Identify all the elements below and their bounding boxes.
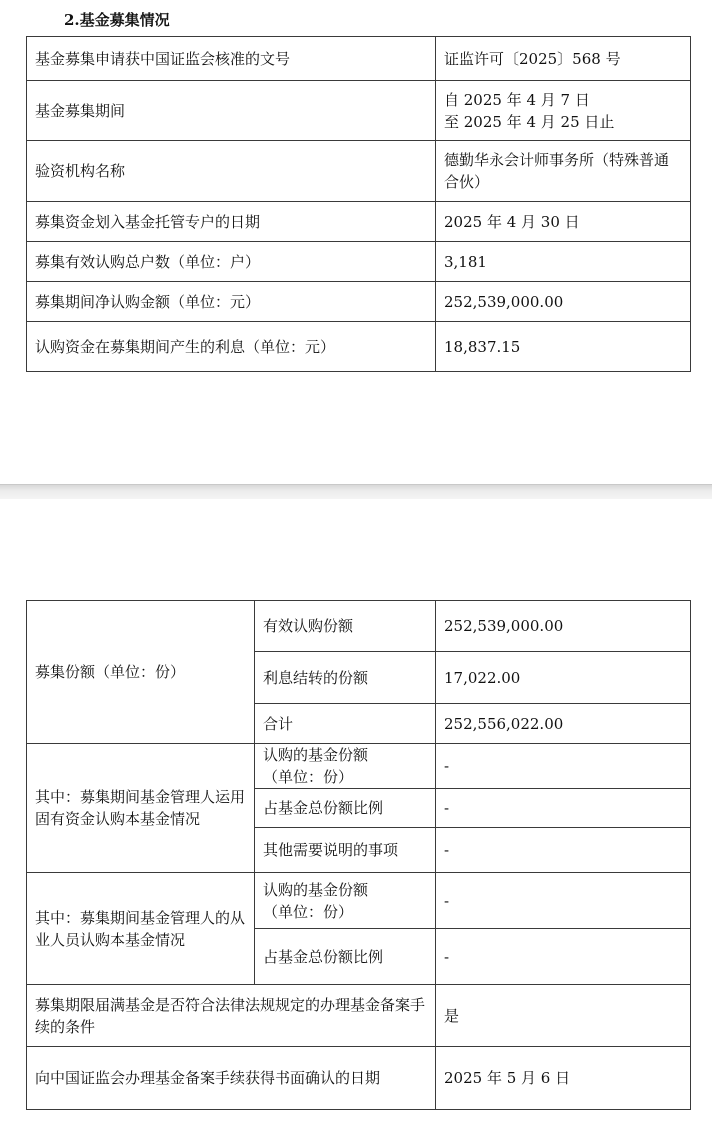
row-label: 募集资金划入基金托管专户的日期 <box>27 202 436 242</box>
row-value: 3,181 <box>436 242 691 282</box>
row-label: 有效认购份额 <box>255 601 436 652</box>
table-row <box>27 141 691 202</box>
row-label: 占基金总份额比例 <box>255 929 436 985</box>
table-row <box>27 873 691 929</box>
table-row <box>27 81 691 141</box>
row-label <box>255 873 436 929</box>
row-value: 2025 年 4 月 30 日 <box>436 202 691 242</box>
table-row <box>27 37 691 81</box>
fund-raising-table <box>26 36 691 372</box>
row-label: 验资机构名称 <box>27 141 436 202</box>
row-label: 向中国证监会办理基金备案手续获得书面确认的日期 <box>27 1047 436 1110</box>
row-label: 合计 <box>255 704 436 744</box>
row-label: 募集期限届满基金是否符合法律法规规定的办理基金备案手续的条件 <box>27 985 436 1047</box>
row-value: 德勤华永会计师事务所（特殊普通合伙） <box>436 141 691 202</box>
table-row <box>27 1047 691 1110</box>
row-label: 募集期间净认购金额（单位：元） <box>27 282 436 322</box>
group-label: 其中：募集期间基金管理人运用固有资金认购本基金情况 <box>27 744 255 873</box>
row-value: 证监许可〔2025〕568 号 <box>436 37 691 81</box>
row-value: - <box>436 744 691 789</box>
row-label <box>255 744 436 789</box>
row-value: 2025 年 5 月 6 日 <box>436 1047 691 1110</box>
row-value <box>436 81 691 141</box>
page-separator <box>0 484 712 499</box>
row-value: - <box>436 929 691 985</box>
table-row <box>27 322 691 372</box>
row-value: 18,837.15 <box>436 322 691 372</box>
value-line: 至 2025 年 4 月 25 日止 <box>444 112 615 131</box>
row-value: 是 <box>436 985 691 1047</box>
value-line: 自 2025 年 4 月 7 日 <box>444 90 590 109</box>
table-row <box>27 202 691 242</box>
row-value: 17,022.00 <box>436 652 691 704</box>
table-row <box>27 242 691 282</box>
section-title: 2.基金募集情况 <box>64 11 170 29</box>
row-value: - <box>436 789 691 828</box>
label-line: （单位：份） <box>263 768 354 786</box>
table-row <box>27 985 691 1047</box>
row-value: 252,539,000.00 <box>436 601 691 652</box>
row-label: 基金募集申请获中国证监会核准的文号 <box>27 37 436 81</box>
row-value: - <box>436 873 691 929</box>
group-label: 其中：募集期间基金管理人的从业人员认购本基金情况 <box>27 873 255 985</box>
label-line: （单位：份） <box>263 902 354 921</box>
row-label: 基金募集期间 <box>27 81 436 141</box>
row-label: 利息结转的份额 <box>255 652 436 704</box>
table-row <box>27 601 691 652</box>
label-line: 认购的基金份额 <box>263 746 369 764</box>
table-row <box>27 282 691 322</box>
row-value: - <box>436 828 691 873</box>
table-row <box>27 744 691 789</box>
label-line: 认购的基金份额 <box>263 880 369 899</box>
row-label: 占基金总份额比例 <box>255 789 436 828</box>
fund-shares-table <box>26 600 691 1110</box>
group-label: 募集份额（单位：份） <box>27 601 255 744</box>
row-label: 其他需要说明的事项 <box>255 828 436 873</box>
row-value: 252,556,022.00 <box>436 704 691 744</box>
row-label: 募集有效认购总户数（单位：户） <box>27 242 436 282</box>
row-value: 252,539,000.00 <box>436 282 691 322</box>
row-label: 认购资金在募集期间产生的利息（单位：元） <box>27 322 436 372</box>
